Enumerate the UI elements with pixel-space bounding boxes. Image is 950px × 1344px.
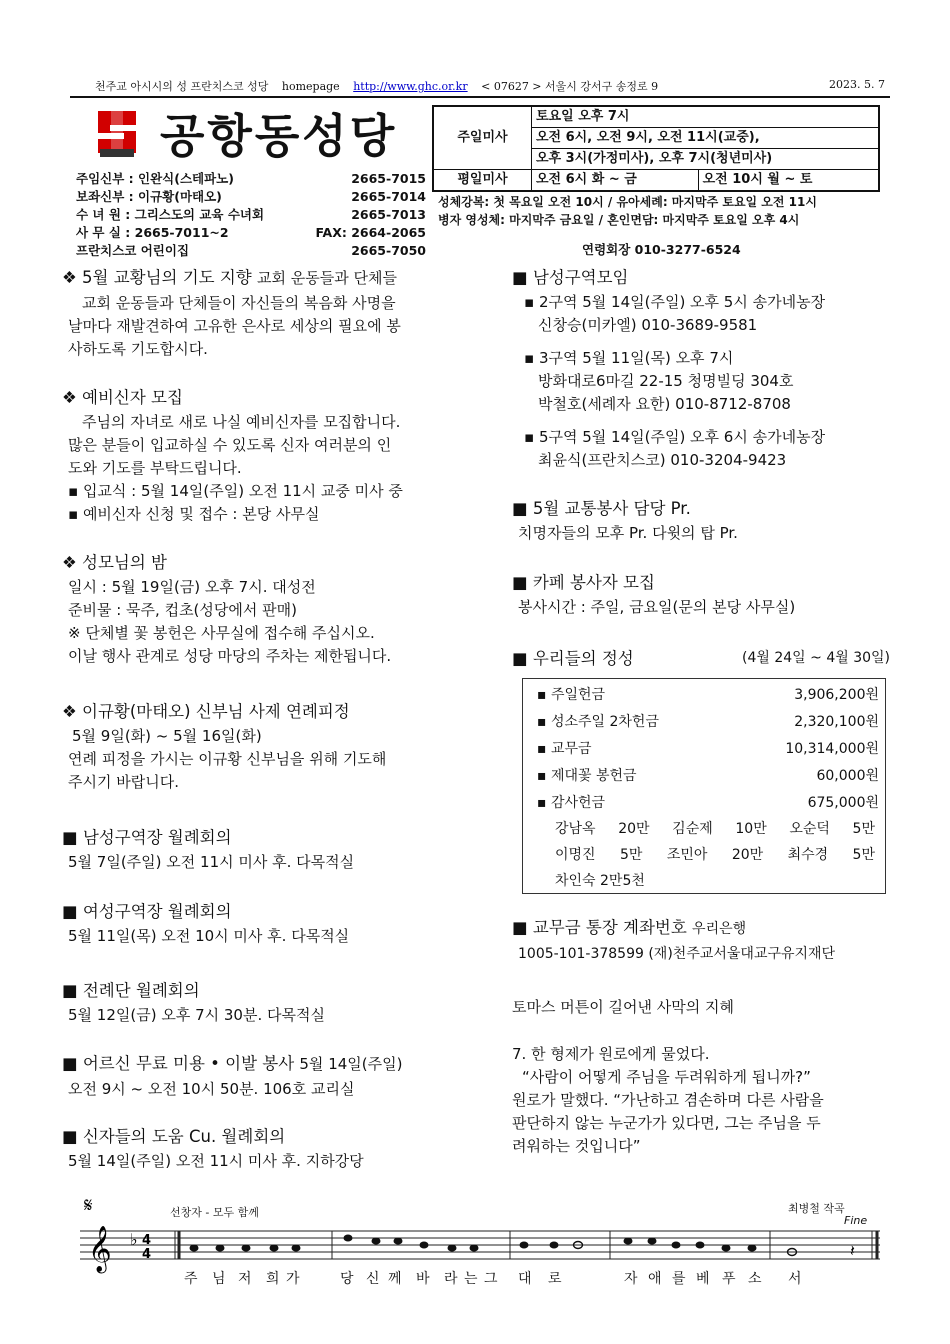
note-line: 병자 영성체: 마지막주 금요일 / 혼인면담: 마지막주 토요일 오후 4시 <box>438 213 800 227</box>
section-body: 5월 7일(주일) 오전 11시 미사 후. 다목적실 <box>68 853 355 871</box>
lyric-syllable: 주 <box>184 1271 199 1287</box>
wisdom-title: 토마스 머튼이 길어낸 사막의 지혜 <box>512 998 734 1016</box>
section-heading: ■ 남성구역장 월례회의 <box>62 828 232 847</box>
offering-row: ▪ 감사헌금 675,000원 <box>537 791 879 818</box>
lyric-syllable: 희 <box>266 1271 281 1287</box>
section-heading: ■ 카페 봉사자 모집 <box>512 573 655 592</box>
list-item: ▪ 예비신자 신청 및 접수 : 본당 사무실 <box>68 503 462 526</box>
section-body: 치명자들의 모후 Pr. 다윗의 탑 Pr. <box>518 524 738 542</box>
section-heading: ■ 신자들의 도움 Cu. 월례회의 <box>62 1127 286 1146</box>
staff-svg <box>80 1196 890 1276</box>
parish-logo <box>92 105 142 159</box>
cafe-section <box>512 571 892 619</box>
staff-role: 프란치스코 어린이집 <box>76 243 190 258</box>
header-info-line <box>95 78 885 94</box>
section-heading: ❖ 성모님의 밤 <box>62 553 167 572</box>
lyric-syllable: 신 <box>366 1271 381 1287</box>
funeral-contact: 연령회장 010-3277-6524 <box>582 242 741 257</box>
staff-row <box>76 242 426 260</box>
section-body: 1005-101-378599 (재)천주교서울대교구유지재단 <box>518 946 836 962</box>
svg-text:♭: ♭ <box>130 1230 138 1249</box>
sunday-time: 오후 3시(가정미사), 오후 7시(청년미사) <box>532 149 879 170</box>
bank-section <box>512 916 892 966</box>
section-heading: ❖ 이규황(마태오) 신부님 사제 연례피정 <box>62 702 350 721</box>
section-body: 주님의 자녀로 새로 나실 예비신자를 모집합니다. 많은 분들이 입교하실 수 있도록 신자 여러분의 인 도와 기도를 부탁드립니다. ▪ 입교식 : 5월 14일(주일) 오전 11시 교중 미사 중 ▪ 예비신자 신청 및 접수 : 본당 사무실 <box>62 411 462 526</box>
org-line: 천주교 아시시의 성 프란치스코 성당 <box>95 80 269 93</box>
section-heading: ■ 남성구역모임 <box>512 268 629 287</box>
offering-heading: ■ 우리들의 정성 (4월 24일 ~ 4월 30일) <box>512 649 890 668</box>
staff-role: 보좌신부 : 이규황(마태오) <box>76 189 222 204</box>
fine-label: Fine <box>844 1214 868 1227</box>
svg-text:4: 4 <box>142 1247 152 1262</box>
mass-schedule-table <box>432 105 880 192</box>
staff-role: 수 녀 원 : 그리스도의 교육 수녀회 <box>76 207 265 222</box>
cantor-label: 선창자 - 모두 함께 <box>170 1206 259 1219</box>
offering-row: ▪ 제대꽃 봉헌금 60,000원 <box>537 764 879 791</box>
section-heading: ■ 5월 교통봉사 담당 Pr. <box>512 499 691 518</box>
donor-row: 이명진 5만 조민아 20만 최수경 5만 <box>555 847 875 863</box>
weekday-mass-label: 평일미사 <box>434 170 532 191</box>
section-body: 일시 : 5월 19일(금) 오후 7시. 대성전 준비물 : 묵주, 컵초(성당에서 판매) ※ 단체별 꽃 봉헌은 사무실에 접수해 주십시오. 이날 행사 관계로 성당 마당의 주차는 제한됩니다. <box>68 578 392 665</box>
men-leaders-section <box>62 826 462 874</box>
sacrament-notes <box>438 193 880 229</box>
header-rule <box>70 96 890 98</box>
wisdom-line: 판단하지 않는 누군가가 있다면, 그는 주님을 두 <box>512 1114 821 1132</box>
wisdom-line: 7. 한 형제가 원로에게 물었다. <box>512 1045 710 1063</box>
offering-row: ▪ 성소주일 2차헌금 2,320,100원 <box>537 710 879 737</box>
section-body: ▪ 2구역 5월 14일(주일) 오후 5시 송가네농장 신창승(미카엘) 010-3689-9581 ▪ 3구역 5월 11일(목) 오후 7시 방화대로6마길 22-15 청명빌딩 304호 박철호(세례자 요한) 010-8712-8708 ▪ 5구역 5월 14일(주일) 오후 6시 송가네농장 최윤식(프란치스코) 010-3204-9423 <box>512 291 892 472</box>
section-body: 봉사시간 : 주일, 금요일(문의 본당 사무실) <box>518 598 796 616</box>
section-body: 교회 운동들과 단체들이 자신들의 복음화 사명을 <box>82 294 396 312</box>
composer-label: 최병철 작곡 <box>788 1202 845 1215</box>
lyric-syllable: 는 <box>464 1271 479 1287</box>
staff-role: 사 무 실 : 2665-7011~2 <box>76 225 229 240</box>
staff-phone: 2665-7015 <box>351 171 426 186</box>
section-body: 오전 9시 ~ 오전 10시 50분. 106호 교리실 <box>68 1080 355 1098</box>
sheet-music <box>80 1196 890 1306</box>
lyric-syllable: 가 <box>286 1271 301 1287</box>
haircut-section <box>62 1052 472 1101</box>
section-heading: ■ 교무금 통장 계좌번호 우리은행 <box>512 918 747 937</box>
section-heading: ❖ 예비신자 모집 <box>62 388 183 407</box>
sunday-time: 오전 6시, 오전 9시, 오전 11시(교중), <box>532 128 879 149</box>
sunday-mass-label: 주일미사 <box>434 107 532 170</box>
lyric-syllable: 로 <box>548 1271 563 1287</box>
lyric-syllable: 서 <box>788 1271 803 1287</box>
lyric-syllable: 베 <box>696 1271 711 1287</box>
section-heading: ■ 전례단 월례회의 <box>62 981 200 1000</box>
wisdom-line: 려워하는 것입니다” <box>512 1137 641 1155</box>
section-heading: ❖ 5월 교황님의 기도 지향 교회 운동들과 단체들 <box>62 268 397 287</box>
weekday-time: 오전 10시 월 ~ 토 <box>698 170 878 191</box>
staff-phone: 2665-7013 <box>351 207 426 222</box>
lyric-syllable: 당 <box>340 1271 355 1287</box>
women-leaders-section <box>62 900 462 948</box>
wisdom-section <box>512 996 904 1158</box>
staff-row <box>76 224 426 242</box>
offering-row: ▪ 주일헌금 3,906,200원 <box>537 683 879 710</box>
section-body: 5월 12일(금) 오후 7시 30분. 다목적실 <box>68 1006 325 1024</box>
mary-night-section <box>62 551 462 668</box>
lyric-syllable: 푸 <box>722 1271 737 1287</box>
parish-title: 공항동성당 <box>160 109 398 163</box>
svg-text:4: 4 <box>142 1233 152 1248</box>
section-heading: ■ 여성구역장 월례회의 <box>62 902 232 921</box>
traffic-section <box>512 497 892 545</box>
list-item: ▪ 입교식 : 5월 14일(주일) 오전 11시 교중 미사 중 <box>68 480 462 503</box>
staff-role: 주임신부 : 인완식(스테파노) <box>76 171 234 186</box>
lyric-syllable: 께 <box>388 1271 403 1287</box>
staff-row <box>76 170 426 188</box>
svg-text:𝄞: 𝄞 <box>88 1226 112 1272</box>
staff-phone: FAX: 2664-2065 <box>315 225 426 240</box>
address: < 07627 > 서울시 강서구 송정로 9 <box>481 80 659 93</box>
staff-phone: 2665-7050 <box>351 243 426 258</box>
wisdom-line: 원로가 말했다. “가난하고 겸손하며 다른 사람을 <box>512 1091 824 1109</box>
prayer-section <box>62 266 462 361</box>
bulletin-date: 2023. 5. 7 <box>829 78 885 91</box>
offering-row: ▪ 교무금 10,314,000원 <box>537 737 879 764</box>
weekday-time: 오전 6시 화 ~ 금 <box>532 170 699 191</box>
district-meeting-section <box>512 266 892 472</box>
lyric-syllable: 자 <box>624 1271 639 1287</box>
lyric-syllable: 바 <box>416 1271 431 1287</box>
section-body: 5월 9일(화) ~ 5월 16일(화) 연례 피정을 가시는 이규황 신부님을 위해 기도해 주시기 바랍니다. <box>68 727 387 791</box>
lyric-syllable: 라 <box>444 1271 459 1287</box>
staff-row <box>76 188 426 206</box>
donor-row: 차인숙 2만5천 <box>555 873 645 889</box>
section-body: 5월 14일(주일) 오전 11시 미사 후. 지하강당 <box>68 1152 364 1170</box>
staff-row <box>76 206 426 224</box>
offering-box <box>522 678 886 894</box>
cu-section <box>62 1125 462 1173</box>
staff-phone: 2665-7014 <box>351 189 426 204</box>
lyric-syllable: 를 <box>672 1271 687 1287</box>
lyric-syllable: 소 <box>748 1271 763 1287</box>
section-body: 날마다 재발견하여 고유한 은사로 세상의 필요에 봉 사하도록 기도합시다. <box>68 317 401 358</box>
sunday-time: 토요일 오후 7시 <box>532 107 879 128</box>
lyric-syllable: 애 <box>648 1271 663 1287</box>
svg-text:𝄋: 𝄋 <box>84 1196 93 1217</box>
wisdom-line: “사람이 어떻게 주님을 두려워하게 됩니까?” <box>522 1068 811 1086</box>
lyric-syllable: 님 <box>212 1271 227 1287</box>
note-line: 성체강복: 첫 목요일 오전 10시 / 유아세례: 마지막주 토요일 오전 11시 <box>438 195 817 209</box>
svg-text:𝄽: 𝄽 <box>850 1241 855 1260</box>
homepage-label: homepage <box>281 80 340 93</box>
lyric-syllable: 대 <box>518 1271 533 1287</box>
section-heading: ■ 어르신 무료 미용 • 이발 봉사 5월 14일(주일) <box>62 1054 403 1073</box>
priest-retreat-section <box>62 700 462 794</box>
catechumen-section <box>62 386 462 526</box>
donor-row: 강남옥 20만 김순제 10만 오순덕 5만 <box>555 821 875 837</box>
staff-list <box>76 170 426 260</box>
section-body: 5월 11일(목) 오전 10시 미사 후. 다목적실 <box>68 927 350 945</box>
lyric-syllable: 저 <box>238 1271 253 1287</box>
lyric-syllable: 그 <box>484 1271 499 1287</box>
homepage-link[interactable]: http://www.ghc.or.kr <box>353 80 468 93</box>
liturgy-section <box>62 979 462 1027</box>
